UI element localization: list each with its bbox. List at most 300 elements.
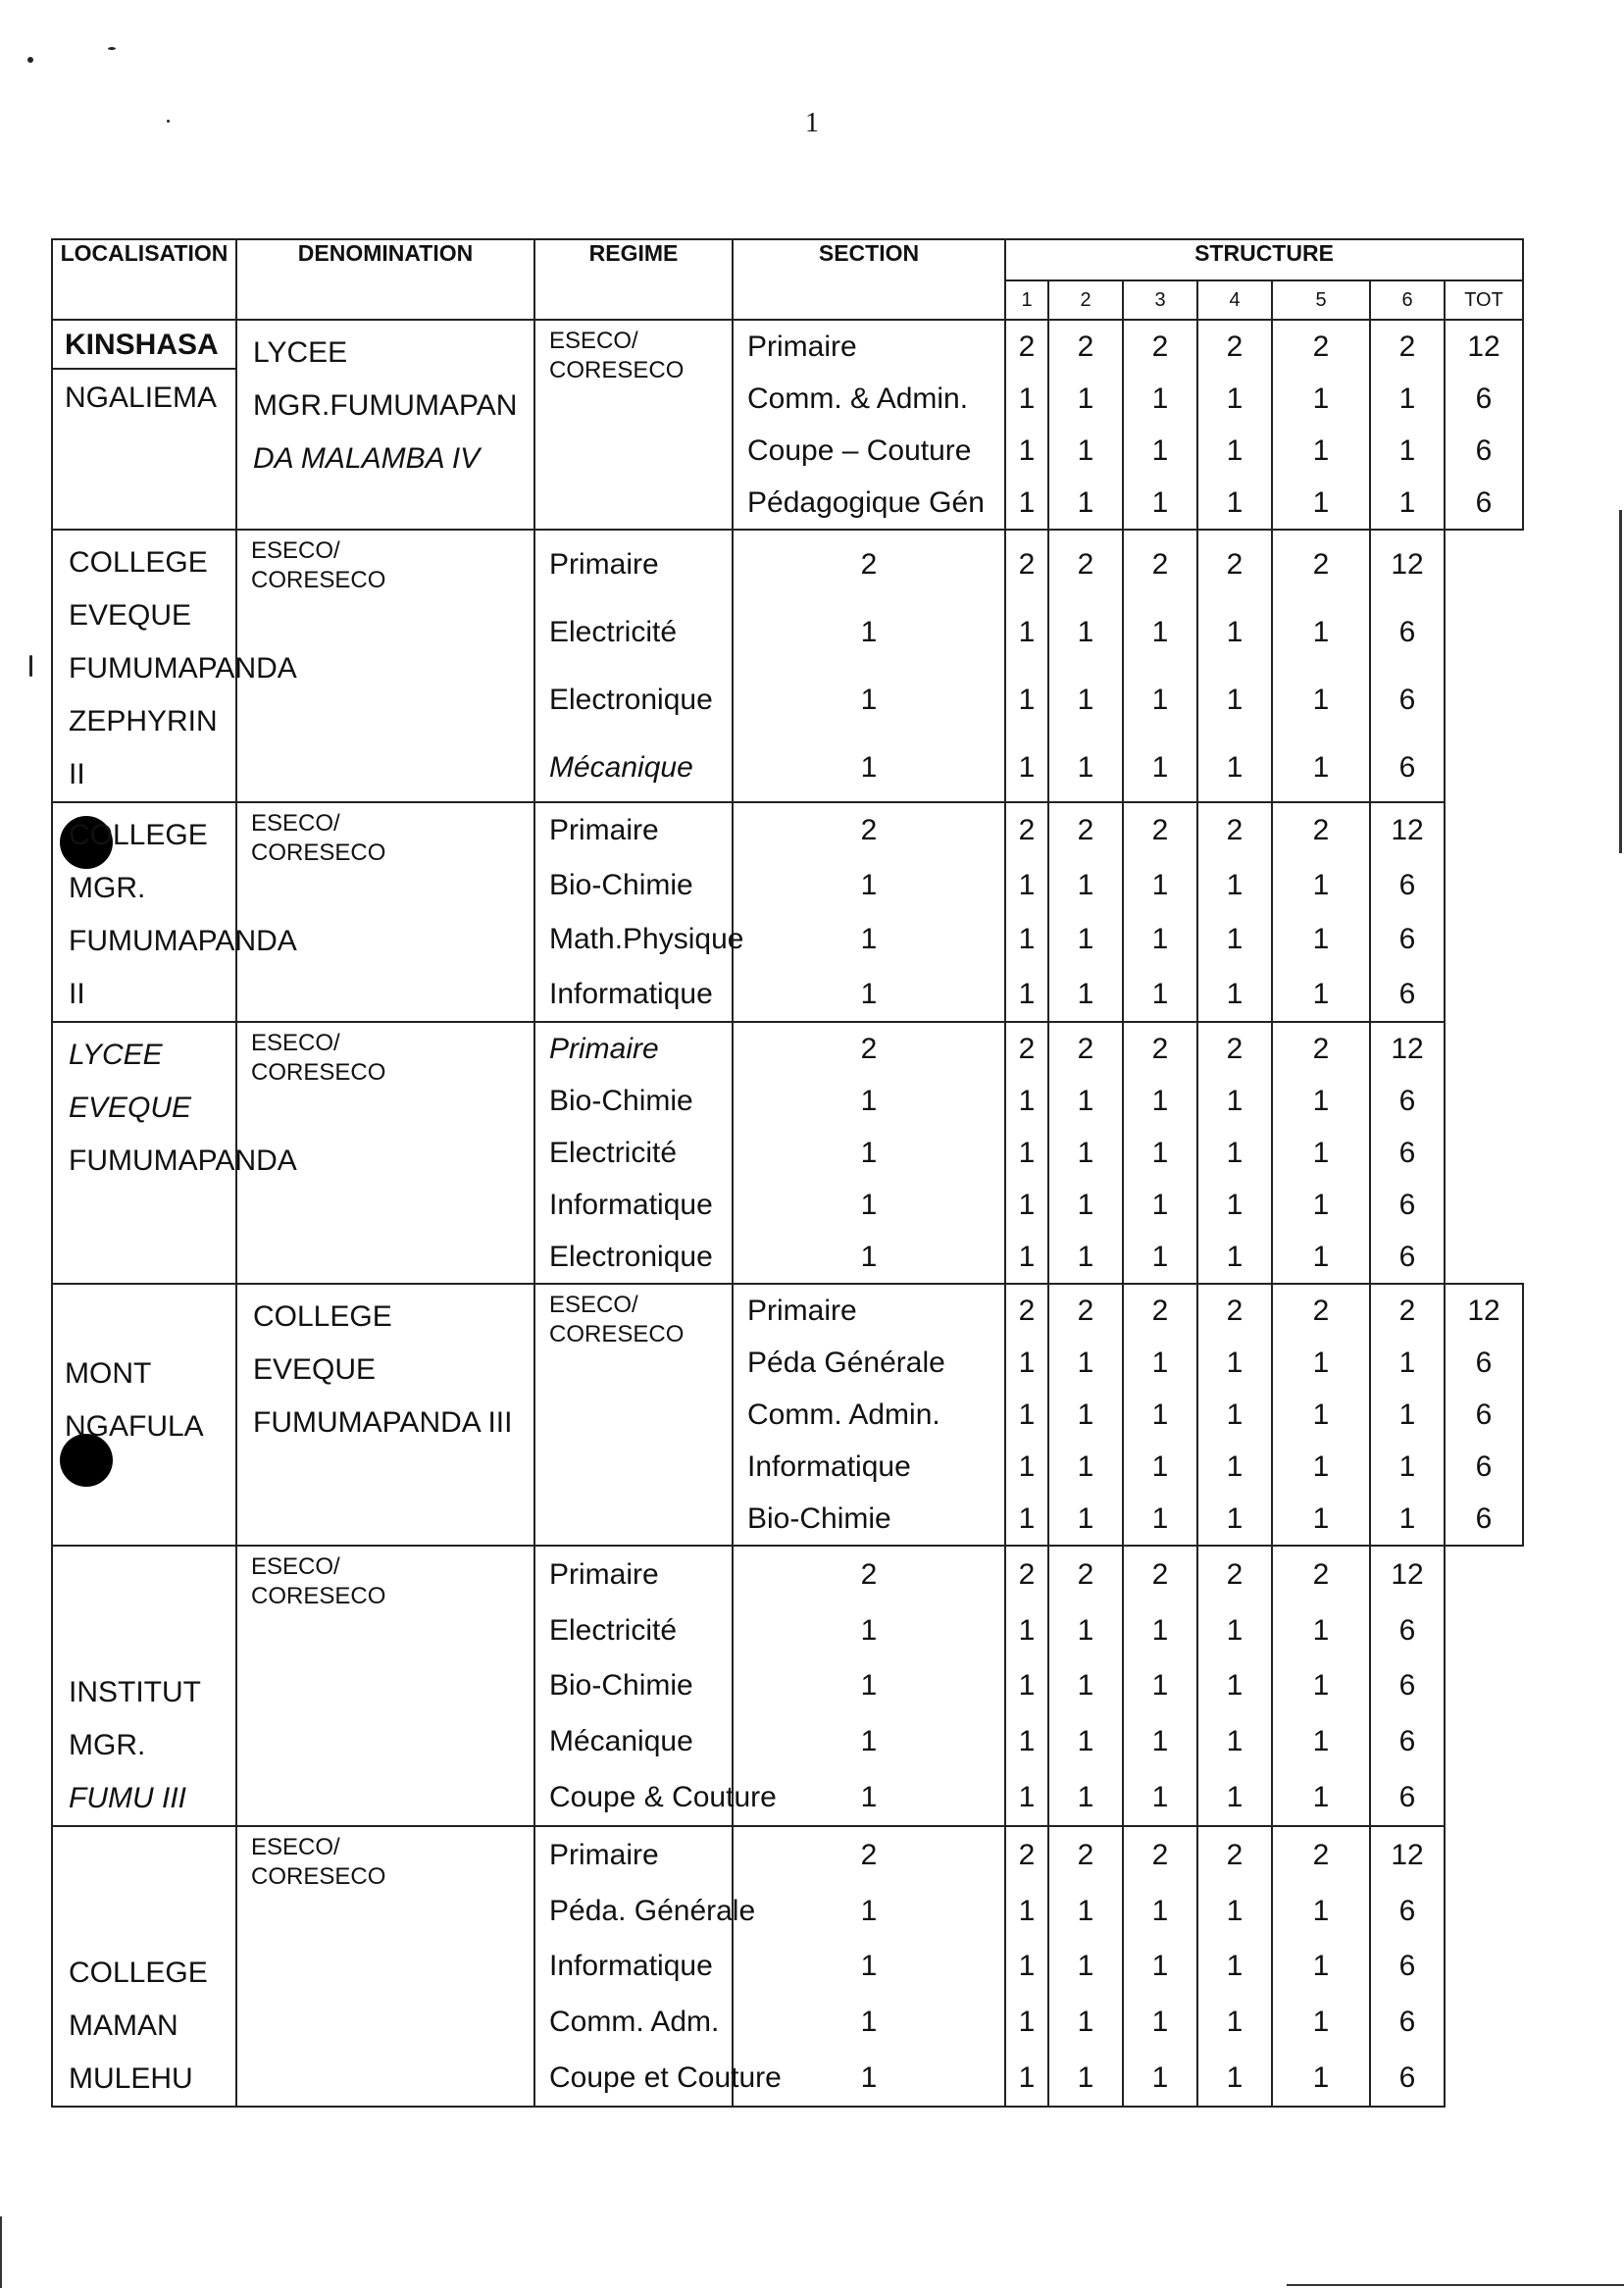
year-5-cell: 1 (1197, 2050, 1272, 2107)
localisation-cell (52, 1284, 236, 1546)
year-3-cell: 1 (1048, 1602, 1123, 1658)
year-2-cell: 1 (1005, 734, 1048, 802)
year-3-cell: 1 (1048, 1939, 1123, 1995)
total-cell: 6 (1370, 1231, 1445, 1284)
section-name: Péda. Générale (534, 1883, 733, 1939)
year-5-cell: 2 (1197, 1022, 1272, 1075)
section-name: Electronique (534, 1231, 733, 1284)
localisation-commune-line: MONT (65, 1357, 152, 1390)
denomination-line: COLLEGE EVEQUE (69, 546, 208, 632)
year-3-cell: 1 (1048, 1769, 1123, 1826)
year-6-cell: 2 (1370, 1284, 1445, 1337)
year-5-cell: 2 (1272, 1284, 1370, 1337)
section-name: Mécanique (534, 734, 733, 802)
year-1-cell: 1 (733, 1939, 1005, 1995)
year-1-cell: 1 (1005, 425, 1048, 477)
year-5-cell: 1 (1272, 1441, 1370, 1493)
total-cell: 6 (1445, 1441, 1523, 1493)
year-5-cell: 1 (1272, 373, 1370, 425)
total-cell: 12 (1370, 1546, 1445, 1602)
total-cell: 12 (1370, 1022, 1445, 1075)
year-3-cell: 1 (1048, 1713, 1123, 1769)
year-2-cell: 2 (1005, 1022, 1048, 1075)
year-4-cell: 1 (1123, 734, 1197, 802)
regime-line: CORESECO (251, 1583, 386, 1609)
year-4-cell: 2 (1123, 1826, 1197, 1883)
total-cell: 6 (1370, 1179, 1445, 1231)
scan-edge-line (1287, 2284, 1624, 2286)
year-4-cell: 2 (1123, 1546, 1197, 1602)
year-4-cell: 2 (1123, 530, 1197, 598)
year-6-cell: 1 (1272, 2050, 1370, 2107)
year-6-cell: 2 (1272, 1546, 1370, 1602)
year-6-cell: 1 (1272, 858, 1370, 912)
year-4-cell: 1 (1123, 1769, 1197, 1826)
total-cell: 6 (1370, 912, 1445, 966)
year-3-cell: 2 (1048, 530, 1123, 598)
scan-speck (29, 655, 32, 677)
table-row (52, 802, 1523, 858)
year-6-cell: 1 (1272, 734, 1370, 802)
section-name: Comm. & Admin. (733, 373, 1005, 425)
year-3-cell: 2 (1123, 320, 1197, 373)
year-5-cell: 2 (1197, 1826, 1272, 1883)
year-4-cell: 2 (1123, 1022, 1197, 1075)
year-5-cell: 1 (1272, 425, 1370, 477)
year-3-cell: 1 (1048, 912, 1123, 966)
denomination-line: FUMU III (69, 1782, 186, 1814)
year-6-cell: 1 (1272, 1713, 1370, 1769)
year-3-cell: 1 (1123, 1337, 1197, 1389)
year-6-cell: 1 (1370, 1441, 1445, 1493)
total-cell: 12 (1445, 320, 1523, 373)
year-6-cell: 2 (1370, 320, 1445, 373)
section-name: Primaire (534, 1022, 733, 1075)
year-2-cell: 1 (1005, 1769, 1048, 1826)
total-cell: 6 (1370, 666, 1445, 734)
header-year-3: 3 (1123, 280, 1197, 320)
total-cell: 6 (1445, 425, 1523, 477)
total-cell: 12 (1370, 530, 1445, 598)
year-4-cell: 1 (1197, 1389, 1272, 1441)
year-1-cell: 1 (733, 1769, 1005, 1826)
regime-line: ESECO/ (549, 1292, 638, 1318)
year-1-cell: 1 (733, 734, 1005, 802)
regime-line: CORESECO (251, 839, 386, 866)
year-2-cell: 2 (1005, 802, 1048, 858)
denomination-line: COLLEGE (253, 1300, 392, 1333)
year-2-cell: 1 (1005, 598, 1048, 666)
year-1-cell: 1 (733, 1127, 1005, 1179)
localisation-commune-line: NGAFULA (65, 1410, 204, 1443)
regime-line: CORESECO (549, 1321, 685, 1347)
header-regime: REGIME (534, 239, 733, 320)
regime-cell (534, 1284, 733, 1546)
section-name: Informatique (534, 966, 733, 1022)
year-5-cell: 1 (1197, 1602, 1272, 1658)
header-year-1: 1 (1005, 280, 1048, 320)
denomination-cell (236, 320, 534, 530)
total-cell: 6 (1445, 477, 1523, 530)
year-2-cell: 2 (1005, 1826, 1048, 1883)
year-4-cell: 1 (1123, 1127, 1197, 1179)
total-cell: 6 (1370, 1994, 1445, 2050)
year-5-cell: 1 (1272, 1493, 1370, 1546)
total-cell: 6 (1370, 1769, 1445, 1826)
year-4-cell: 1 (1123, 2050, 1197, 2107)
year-6-cell: 1 (1370, 425, 1445, 477)
year-2-cell: 1 (1005, 1231, 1048, 1284)
year-6-cell: 1 (1272, 598, 1370, 666)
year-1-cell: 2 (733, 530, 1005, 598)
year-1-cell: 1 (1005, 477, 1048, 530)
total-cell: 6 (1370, 2050, 1445, 2107)
year-2-cell: 2 (1005, 1546, 1048, 1602)
year-3-cell: 1 (1048, 734, 1123, 802)
year-1-cell: 1 (733, 1883, 1005, 1939)
year-2-cell: 1 (1005, 858, 1048, 912)
year-6-cell: 1 (1272, 1658, 1370, 1714)
localisation-city: KINSHASA (53, 321, 235, 370)
year-5-cell: 2 (1272, 320, 1370, 373)
header-year-6: 6 (1370, 280, 1445, 320)
year-5-cell: 1 (1197, 666, 1272, 734)
year-2-cell: 2 (1005, 530, 1048, 598)
year-2-cell: 1 (1005, 1658, 1048, 1714)
page-number: 1 (805, 108, 819, 138)
year-6-cell: 1 (1370, 477, 1445, 530)
year-4-cell: 1 (1123, 1883, 1197, 1939)
year-2-cell: 1 (1005, 1179, 1048, 1231)
year-1-cell: 1 (1005, 1337, 1048, 1389)
denomination-line: LYCEE EVEQUE (69, 1039, 192, 1124)
total-cell: 12 (1445, 1284, 1523, 1337)
scan-edge-line (1619, 510, 1622, 853)
year-2-cell: 1 (1048, 477, 1123, 530)
year-3-cell: 2 (1123, 1284, 1197, 1337)
table-row (52, 1284, 1523, 1337)
year-4-cell: 1 (1123, 1994, 1197, 2050)
localisation-commune-block (53, 1285, 235, 1453)
table-row (52, 1546, 1523, 1602)
header-denomination: DENOMINATION (236, 239, 534, 320)
year-6-cell: 2 (1272, 1826, 1370, 1883)
school-group (52, 1022, 1523, 1284)
year-1-cell: 1 (733, 1179, 1005, 1231)
year-5-cell: 1 (1272, 1337, 1370, 1389)
year-5-cell: 1 (1197, 1883, 1272, 1939)
year-1-cell: 2 (733, 1826, 1005, 1883)
year-3-cell: 1 (1048, 858, 1123, 912)
denomination-line: COLLEGE MGR. (69, 819, 208, 904)
year-6-cell: 2 (1272, 530, 1370, 598)
year-3-cell: 1 (1048, 1883, 1123, 1939)
total-cell: 6 (1370, 1939, 1445, 1995)
section-name: Informatique (534, 1179, 733, 1231)
year-3-cell: 1 (1048, 966, 1123, 1022)
section-name: Primaire (534, 530, 733, 598)
total-cell: 6 (1370, 1883, 1445, 1939)
regime-line: ESECO/ (251, 1030, 340, 1056)
year-2-cell: 1 (1005, 1939, 1048, 1995)
denomination-line: FUMUMAPANDA (69, 652, 297, 685)
scan-edge-line (0, 2216, 2, 2288)
year-5-cell: 2 (1197, 530, 1272, 598)
header-year-2: 2 (1048, 280, 1123, 320)
year-2-cell: 1 (1048, 1389, 1123, 1441)
regime-line: ESECO/ (251, 1553, 340, 1580)
total-cell: 6 (1370, 1127, 1445, 1179)
year-1-cell: 1 (733, 912, 1005, 966)
year-4-cell: 1 (1123, 858, 1197, 912)
denomination-line: FUMUMAPANDA II (69, 925, 296, 1010)
year-2-cell: 1 (1005, 1994, 1048, 2050)
year-4-cell: 1 (1123, 966, 1197, 1022)
year-3-cell: 1 (1048, 1127, 1123, 1179)
year-4-cell: 1 (1197, 1493, 1272, 1546)
section-name: Bio-Chimie (534, 1075, 733, 1127)
total-cell: 6 (1370, 966, 1445, 1022)
total-cell: 6 (1445, 1389, 1523, 1441)
section-name: Bio-Chimie (534, 1658, 733, 1714)
localisation-cell (52, 320, 236, 530)
regime-line: CORESECO (549, 357, 685, 383)
year-2-cell: 1 (1005, 2050, 1048, 2107)
denomination-line: INSTITUT MGR. (69, 1676, 201, 1761)
section-name: Primaire (534, 802, 733, 858)
year-4-cell: 1 (1123, 1075, 1197, 1127)
year-4-cell: 1 (1123, 1231, 1197, 1284)
year-1-cell: 1 (733, 966, 1005, 1022)
section-name: Electricité (534, 1602, 733, 1658)
school-group (52, 530, 1523, 802)
year-3-cell: 1 (1123, 1389, 1197, 1441)
total-cell: 6 (1370, 734, 1445, 802)
year-6-cell: 2 (1272, 1022, 1370, 1075)
year-2-cell: 1 (1048, 373, 1123, 425)
year-5-cell: 1 (1197, 966, 1272, 1022)
year-3-cell: 1 (1048, 1658, 1123, 1714)
year-6-cell: 1 (1370, 1493, 1445, 1546)
year-1-cell: 1 (1005, 373, 1048, 425)
year-4-cell: 1 (1123, 1658, 1197, 1714)
section-name: Primaire (733, 1284, 1005, 1337)
year-4-cell: 1 (1123, 1939, 1197, 1995)
year-6-cell: 1 (1370, 1337, 1445, 1389)
year-1-cell: 1 (733, 858, 1005, 912)
year-2-cell: 1 (1005, 1127, 1048, 1179)
year-4-cell: 1 (1123, 912, 1197, 966)
year-1-cell: 2 (733, 1546, 1005, 1602)
denomination-cell (236, 1284, 534, 1546)
year-4-cell: 1 (1197, 1441, 1272, 1493)
school-group (52, 1284, 1523, 1546)
regime-cell (236, 802, 534, 1022)
total-cell: 6 (1370, 1075, 1445, 1127)
section-name: Primaire (534, 1826, 733, 1883)
year-1-cell: 2 (1005, 1284, 1048, 1337)
total-cell: 12 (1370, 802, 1445, 858)
year-2-cell: 1 (1048, 1441, 1123, 1493)
total-cell: 6 (1370, 1713, 1445, 1769)
section-name: Pédagogique Gén (733, 477, 1005, 530)
year-2-cell: 2 (1048, 320, 1123, 373)
section-name: Electricité (534, 598, 733, 666)
year-5-cell: 1 (1197, 1179, 1272, 1231)
table-row (52, 320, 1523, 373)
header-year-5: 5 (1272, 280, 1370, 320)
year-4-cell: 1 (1123, 1179, 1197, 1231)
denomination-line: LYCEE (253, 336, 348, 369)
year-3-cell: 1 (1048, 2050, 1123, 2107)
year-4-cell: 1 (1197, 373, 1272, 425)
section-name: Informatique (534, 1939, 733, 1995)
year-5-cell: 1 (1197, 598, 1272, 666)
year-3-cell: 1 (1123, 1441, 1197, 1493)
table-row (52, 1826, 1523, 1883)
section-name: Comm. Adm. (534, 1994, 733, 2050)
denomination-line: ZEPHYRIN II (69, 705, 218, 790)
year-3-cell: 2 (1048, 1022, 1123, 1075)
year-3-cell: 2 (1048, 802, 1123, 858)
year-6-cell: 1 (1272, 1602, 1370, 1658)
section-name: Bio-Chimie (534, 858, 733, 912)
year-1-cell: 1 (733, 598, 1005, 666)
year-2-cell: 1 (1005, 1713, 1048, 1769)
year-6-cell: 1 (1272, 666, 1370, 734)
section-name: Bio-Chimie (733, 1493, 1005, 1546)
school-group (52, 802, 1523, 1022)
year-2-cell: 1 (1005, 1602, 1048, 1658)
header-structure: STRUCTURE (1005, 239, 1523, 280)
header-total: TOT (1445, 280, 1523, 320)
regime-line: ESECO/ (251, 1834, 340, 1860)
year-5-cell: 1 (1197, 1127, 1272, 1179)
section-name: Comm. Admin. (733, 1389, 1005, 1441)
year-2-cell: 1 (1048, 425, 1123, 477)
year-4-cell: 1 (1123, 1602, 1197, 1658)
year-1-cell: 1 (1005, 1493, 1048, 1546)
year-5-cell: 1 (1197, 1769, 1272, 1826)
denomination-line: COLLEGE MAMAN (69, 1957, 208, 2042)
section-name: Coupe et Couture (534, 2050, 733, 2107)
header-year-4: 4 (1197, 280, 1272, 320)
year-6-cell: 1 (1370, 373, 1445, 425)
section-name: Electricité (534, 1127, 733, 1179)
year-3-cell: 1 (1123, 425, 1197, 477)
total-cell: 6 (1370, 858, 1445, 912)
year-6-cell: 1 (1272, 966, 1370, 1022)
year-5-cell: 1 (1272, 477, 1370, 530)
section-name: Primaire (733, 320, 1005, 373)
section-name: Primaire (534, 1546, 733, 1602)
year-5-cell: 2 (1197, 802, 1272, 858)
total-cell: 12 (1370, 1826, 1445, 1883)
year-6-cell: 1 (1272, 1939, 1370, 1995)
year-5-cell: 1 (1197, 1231, 1272, 1284)
year-6-cell: 1 (1272, 1994, 1370, 2050)
year-6-cell: 1 (1272, 1179, 1370, 1231)
total-cell: 6 (1445, 1337, 1523, 1389)
year-4-cell: 1 (1197, 1337, 1272, 1389)
year-3-cell: 1 (1123, 1493, 1197, 1546)
section-name: Mécanique (534, 1713, 733, 1769)
denomination-cell (52, 1546, 236, 1826)
year-6-cell: 1 (1272, 1883, 1370, 1939)
year-1-cell: 2 (733, 802, 1005, 858)
year-5-cell: 1 (1197, 858, 1272, 912)
year-1-cell: 1 (733, 1231, 1005, 1284)
denomination-line: MULEHU (69, 2062, 193, 2095)
school-group (52, 320, 1523, 530)
school-structure-table (51, 238, 1524, 2108)
regime-line: CORESECO (251, 1863, 386, 1890)
year-3-cell: 2 (1048, 1546, 1123, 1602)
year-3-cell: 1 (1123, 373, 1197, 425)
year-4-cell: 1 (1123, 598, 1197, 666)
year-4-cell: 1 (1197, 425, 1272, 477)
year-5-cell: 1 (1197, 1658, 1272, 1714)
year-6-cell: 1 (1370, 1389, 1445, 1441)
denomination-line: MGR.FUMUMAPAN (253, 389, 518, 422)
year-3-cell: 1 (1048, 598, 1123, 666)
regime-line: ESECO/ (251, 810, 340, 837)
year-4-cell: 1 (1123, 1713, 1197, 1769)
localisation-commune: NGALIEMA (65, 381, 218, 414)
year-1-cell: 2 (733, 1022, 1005, 1075)
total-cell: 6 (1445, 1493, 1523, 1546)
year-1-cell: 1 (1005, 1441, 1048, 1493)
denomination-cell (52, 1826, 236, 2107)
year-2-cell: 1 (1005, 666, 1048, 734)
year-5-cell: 1 (1197, 1713, 1272, 1769)
year-3-cell: 1 (1048, 1231, 1123, 1284)
header-section: SECTION (733, 239, 1005, 320)
regime-line: CORESECO (251, 1059, 386, 1086)
section-name: Informatique (733, 1441, 1005, 1493)
school-group (52, 1826, 1523, 2107)
year-3-cell: 1 (1123, 477, 1197, 530)
year-6-cell: 1 (1272, 1769, 1370, 1826)
year-1-cell: 1 (733, 1713, 1005, 1769)
year-6-cell: 2 (1272, 802, 1370, 858)
section-name: Math.Physique (534, 912, 733, 966)
scan-speck (27, 57, 33, 63)
section-name: Péda Générale (733, 1337, 1005, 1389)
year-4-cell: 2 (1123, 802, 1197, 858)
year-3-cell: 1 (1048, 1075, 1123, 1127)
year-1-cell: 1 (733, 1994, 1005, 2050)
denomination-line: FUMUMAPANDA (69, 1144, 297, 1177)
year-1-cell: 2 (1005, 320, 1048, 373)
scan-speck (108, 47, 116, 50)
year-4-cell: 2 (1197, 1284, 1272, 1337)
year-2-cell: 2 (1048, 1284, 1123, 1337)
total-cell: 6 (1370, 598, 1445, 666)
year-5-cell: 1 (1197, 912, 1272, 966)
year-3-cell: 1 (1048, 1994, 1123, 2050)
regime-cell (534, 320, 733, 530)
year-1-cell: 1 (733, 1602, 1005, 1658)
section-name: Coupe – Couture (733, 425, 1005, 477)
year-2-cell: 1 (1005, 912, 1048, 966)
section-name: Coupe & Couture (534, 1769, 733, 1826)
year-2-cell: 1 (1005, 1075, 1048, 1127)
year-1-cell: 1 (733, 666, 1005, 734)
year-3-cell: 1 (1048, 666, 1123, 734)
year-5-cell: 1 (1272, 1389, 1370, 1441)
regime-cell (236, 1546, 534, 1826)
